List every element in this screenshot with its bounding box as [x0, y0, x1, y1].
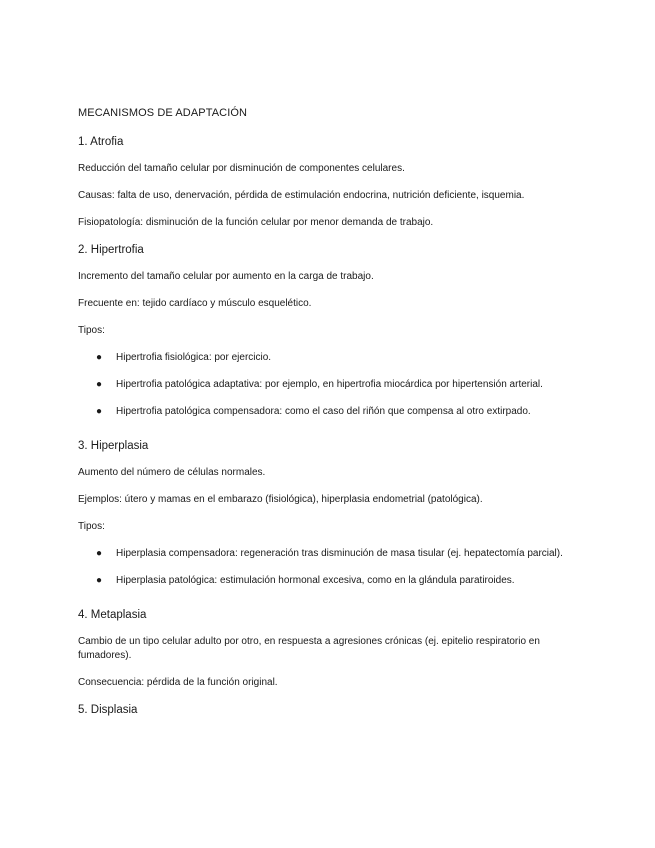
section-heading-hipertrofia: 2. Hipertrofia [78, 244, 144, 256]
hiperplasia-types-list [78, 547, 578, 588]
bullet-icon: ● [96, 352, 103, 363]
list-item-text: Hipertrofia patológica compensadora: como el caso del riñón que compensa al otro extirpado. [116, 406, 531, 417]
list-item [78, 574, 578, 588]
section-heading-displasia: 5. Displasia [78, 704, 138, 716]
hiperplasia-examples: Ejemplos: útero y mamas en el embarazo (fisiológica), hiperplasia endometrial (patológica). [78, 494, 483, 505]
list-item [78, 547, 578, 561]
list-item [78, 405, 578, 419]
hiperplasia-types-label: Tipos: [78, 521, 105, 532]
hipertrofia-types-list [78, 351, 578, 419]
list-item-text: Hiperplasia patológica: estimulación hormonal excesiva, como en la glándula paratiroides. [116, 575, 515, 586]
bullet-icon: ● [96, 379, 103, 390]
section-heading-metaplasia: 4. Metaplasia [78, 609, 147, 621]
atrofia-pathophysiology: Fisiopatología: disminución de la función celular por menor demanda de trabajo. [78, 217, 434, 228]
section-heading-atrofia: 1. Atrofia [78, 136, 124, 148]
document-body [78, 106, 578, 730]
hipertrofia-types-label: Tipos: [78, 325, 105, 336]
metaplasia-consequence: Consecuencia: pérdida de la función original. [78, 677, 278, 688]
list-item-text: Hipertrofia patológica adaptativa: por ejemplo, en hipertrofia miocárdica por hipertensión arterial. [116, 379, 543, 390]
list-item [78, 351, 578, 365]
hiperplasia-definition: Aumento del número de células normales. [78, 467, 266, 478]
document-title: MECANISMOS DE ADAPTACIÓN [78, 107, 248, 119]
list-item [78, 378, 578, 392]
list-item-text: Hiperplasia compensadora: regeneración tras disminución de masa tisular (ej. hepatectomía parcial). [116, 548, 563, 559]
metaplasia-definition: Cambio de un tipo celular adulto por otro, en respuesta a agresiones crónicas (ej. epitelio respiratorio en fumadores). [78, 636, 540, 661]
atrofia-definition: Reducción del tamaño celular por disminución de componentes celulares. [78, 163, 405, 174]
section-heading-hiperplasia: 3. Hiperplasia [78, 440, 149, 452]
bullet-icon: ● [96, 406, 103, 417]
list-item-text: Hipertrofia fisiológica: por ejercicio. [116, 352, 272, 363]
atrofia-causes: Causas: falta de uso, denervación, pérdida de estimulación endocrina, nutrición deficiente, isquemia. [78, 190, 525, 201]
hipertrofia-frequent: Frecuente en: tejido cardíaco y músculo esquelético. [78, 298, 312, 309]
bullet-icon: ● [96, 548, 103, 559]
bullet-icon: ● [96, 575, 103, 586]
hipertrofia-definition: Incremento del tamaño celular por aumento en la carga de trabajo. [78, 271, 374, 282]
